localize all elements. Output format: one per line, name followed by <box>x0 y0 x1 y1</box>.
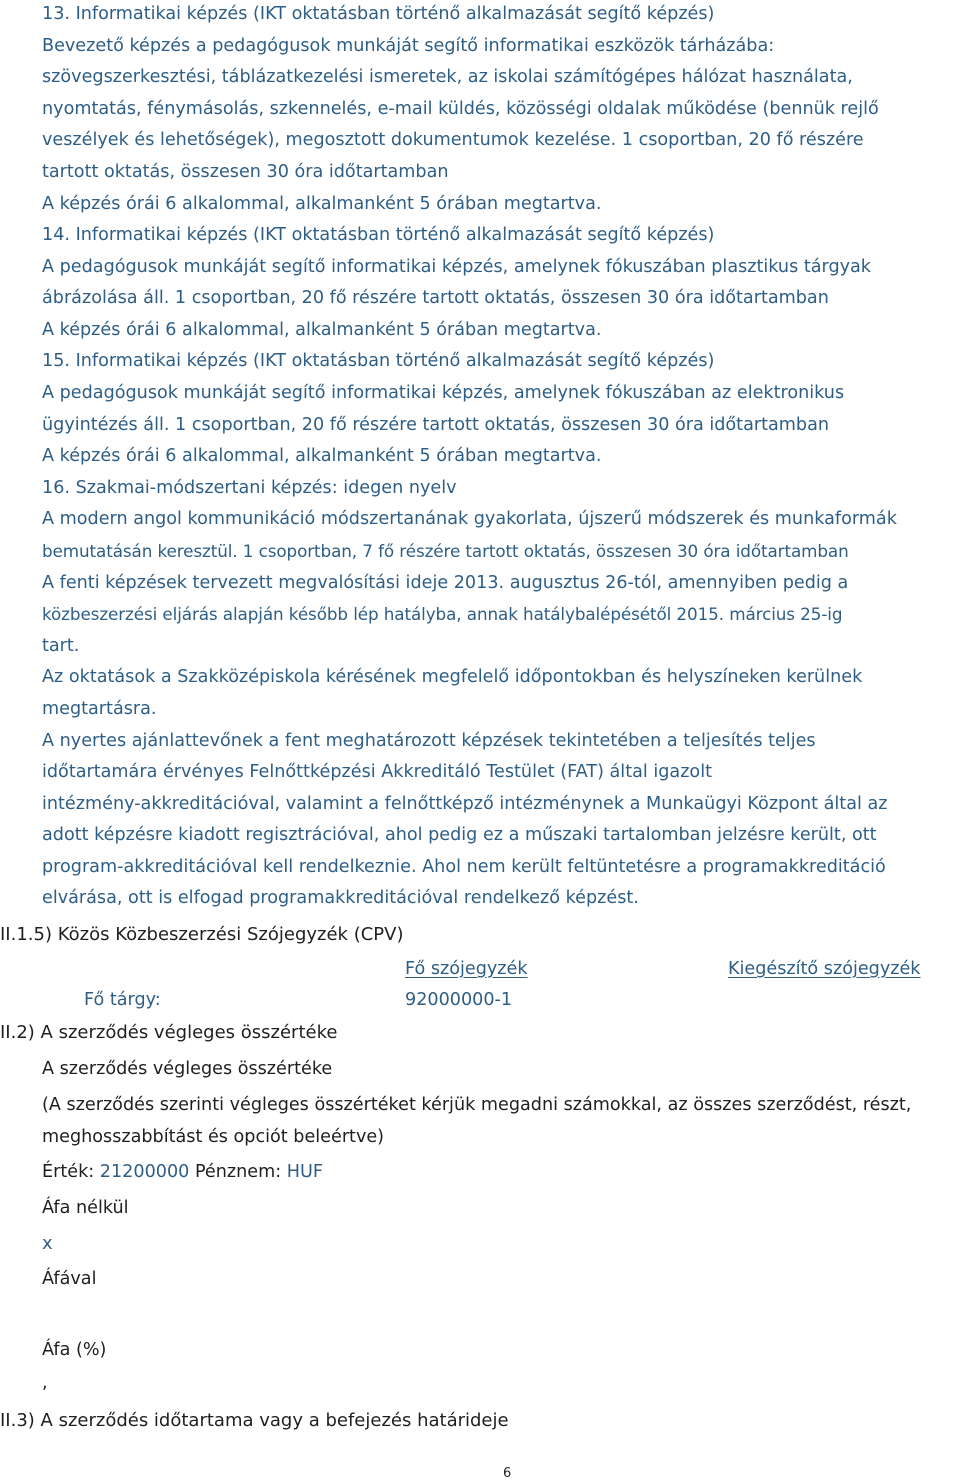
value-label: Érték: <box>42 1162 95 1182</box>
without-vat-mark: x <box>42 1233 53 1254</box>
text-line: intézmény-akkreditációval, valamint a felnőttképző intézménynek a Munkaügyi Központ által az <box>42 794 888 814</box>
text-line: adott képzésre kiadott regisztrációval, ahol pedig ez a műszaki tartalomban jelzésre került, ott <box>42 825 877 845</box>
text-line: elvárása, ott is elfogad programakkreditációval rendelkező képzést. <box>42 888 639 908</box>
main-vocabulary-header: Fő szójegyzék <box>405 959 528 979</box>
main-object-code: 92000000-1 <box>405 990 513 1010</box>
contract-value-note: meghosszabbítást és opciót beleértve) <box>42 1127 385 1147</box>
contract-value-note: (A szerződés szerinti végleges összértéket kérjük megadni számokkal, az összes szerződést, részt, <box>42 1095 912 1115</box>
text-line: 14. Informatikai képzés (IKT oktatásban történő alkalmazását segítő képzés) <box>42 225 715 245</box>
contract-value-heading: II.2) A szerződés végleges összértéke <box>0 1022 338 1043</box>
text-line: megtartásra. <box>42 699 157 719</box>
text-line: A pedagógusok munkáját segítő informatikai képzés, amelynek fókuszában plasztikus tárgyak <box>42 257 871 277</box>
main-object-label: Fő tárgy: <box>84 990 161 1010</box>
text-line: időtartamára érvényes Felnőttképzési Akkreditáló Testület (FAT) által igazolt <box>42 762 712 782</box>
text-line: A fenti képzések tervezett megvalósítási ideje 2013. augusztus 26-tól, amennyiben pedig a <box>42 573 849 593</box>
text-line: bemutatásán keresztül. 1 csoportban, 7 fő részére tartott oktatás, összesen 30 óra időtartamban <box>42 541 849 561</box>
contract-value-subheading: A szerződés végleges összértéke <box>42 1059 333 1079</box>
text-line: program-akkreditációval kell rendelkeznie. Ahol nem került feltüntetésre a programakkreditáció <box>42 857 886 877</box>
text-line: Bevezető képzés a pedagógusok munkáját segítő informatikai eszközök tárházába: <box>42 36 775 56</box>
text-line: veszélyek és lehetőségek), megosztott dokumentumok kezelése. 1 csoportban, 20 fő részére <box>42 130 864 150</box>
text-line: A képzés órái 6 alkalommal, alkalmanként 5 órában megtartva. <box>42 320 602 340</box>
text-line: A képzés órái 6 alkalommal, alkalmanként 5 órában megtartva. <box>42 446 602 466</box>
text-line: A képzés órái 6 alkalommal, alkalmanként 5 órában megtartva. <box>42 194 602 214</box>
text-line: A pedagógusok munkáját segítő informatikai képzés, amelynek fókuszában az elektronikus <box>42 383 845 403</box>
vat-percent-value: , <box>42 1373 48 1393</box>
currency-label: Pénznem: <box>194 1162 282 1182</box>
text-line: tartott oktatás, összesen 30 óra időtartamban <box>42 162 449 182</box>
text-line: nyomtatás, fénymásolás, szkennelés, e-mail küldés, közösségi oldalak működése (bennük rejlő <box>42 99 879 119</box>
duration-heading: II.3) A szerződés időtartama vagy a befejezés határideje <box>0 1410 509 1431</box>
text-line: ábrázolása áll. 1 csoportban, 20 fő részére tartott oktatás, összesen 30 óra időtartamban <box>42 288 829 308</box>
text-line: Az oktatások a Szakközépiskola kérésének megfelelő időpontokban és helyszíneken kerülnek <box>42 667 863 687</box>
page-number: 6 <box>503 1466 512 1481</box>
cpv-heading: II.1.5) Közös Közbeszerzési Szójegyzék (CPV) <box>0 924 404 945</box>
value-row <box>42 1161 323 1183</box>
text-line: A modern angol kommunikáció módszertanának gyakorlata, újszerű módszerek és munkaformák <box>42 509 897 529</box>
text-line: ügyintézés áll. 1 csoportban, 20 fő részére tartott oktatás, összesen 30 óra időtartamban <box>42 415 830 435</box>
currency-value: HUF <box>286 1162 324 1182</box>
without-vat-label: Áfa nélkül <box>42 1198 129 1218</box>
supplementary-vocabulary-header: Kiegészítő szójegyzék <box>728 959 921 979</box>
text-line: A nyertes ajánlattevőnek a fent meghatározott képzések tekintetében a teljesítés teljes <box>42 731 816 751</box>
text-line: 13. Informatikai képzés (IKT oktatásban történő alkalmazását segítő képzés) <box>42 4 715 24</box>
text-line: közbeszerzési eljárás alapján később lép hatályba, annak hatálybalépésétől 2015. március 25-ig <box>42 604 843 624</box>
value-amount: 21200000 <box>99 1162 190 1182</box>
with-vat-label: Áfával <box>42 1269 97 1289</box>
vat-percent-label: Áfa (%) <box>42 1340 107 1360</box>
text-line: tart. <box>42 636 80 656</box>
text-line: 15. Informatikai képzés (IKT oktatásban történő alkalmazását segítő képzés) <box>42 351 715 371</box>
text-line: 16. Szakmai-módszertani képzés: idegen nyelv <box>42 478 457 498</box>
text-line: szövegszerkesztési, táblázatkezelési ismeretek, az iskolai számítógépes hálózat használata, <box>42 67 853 87</box>
